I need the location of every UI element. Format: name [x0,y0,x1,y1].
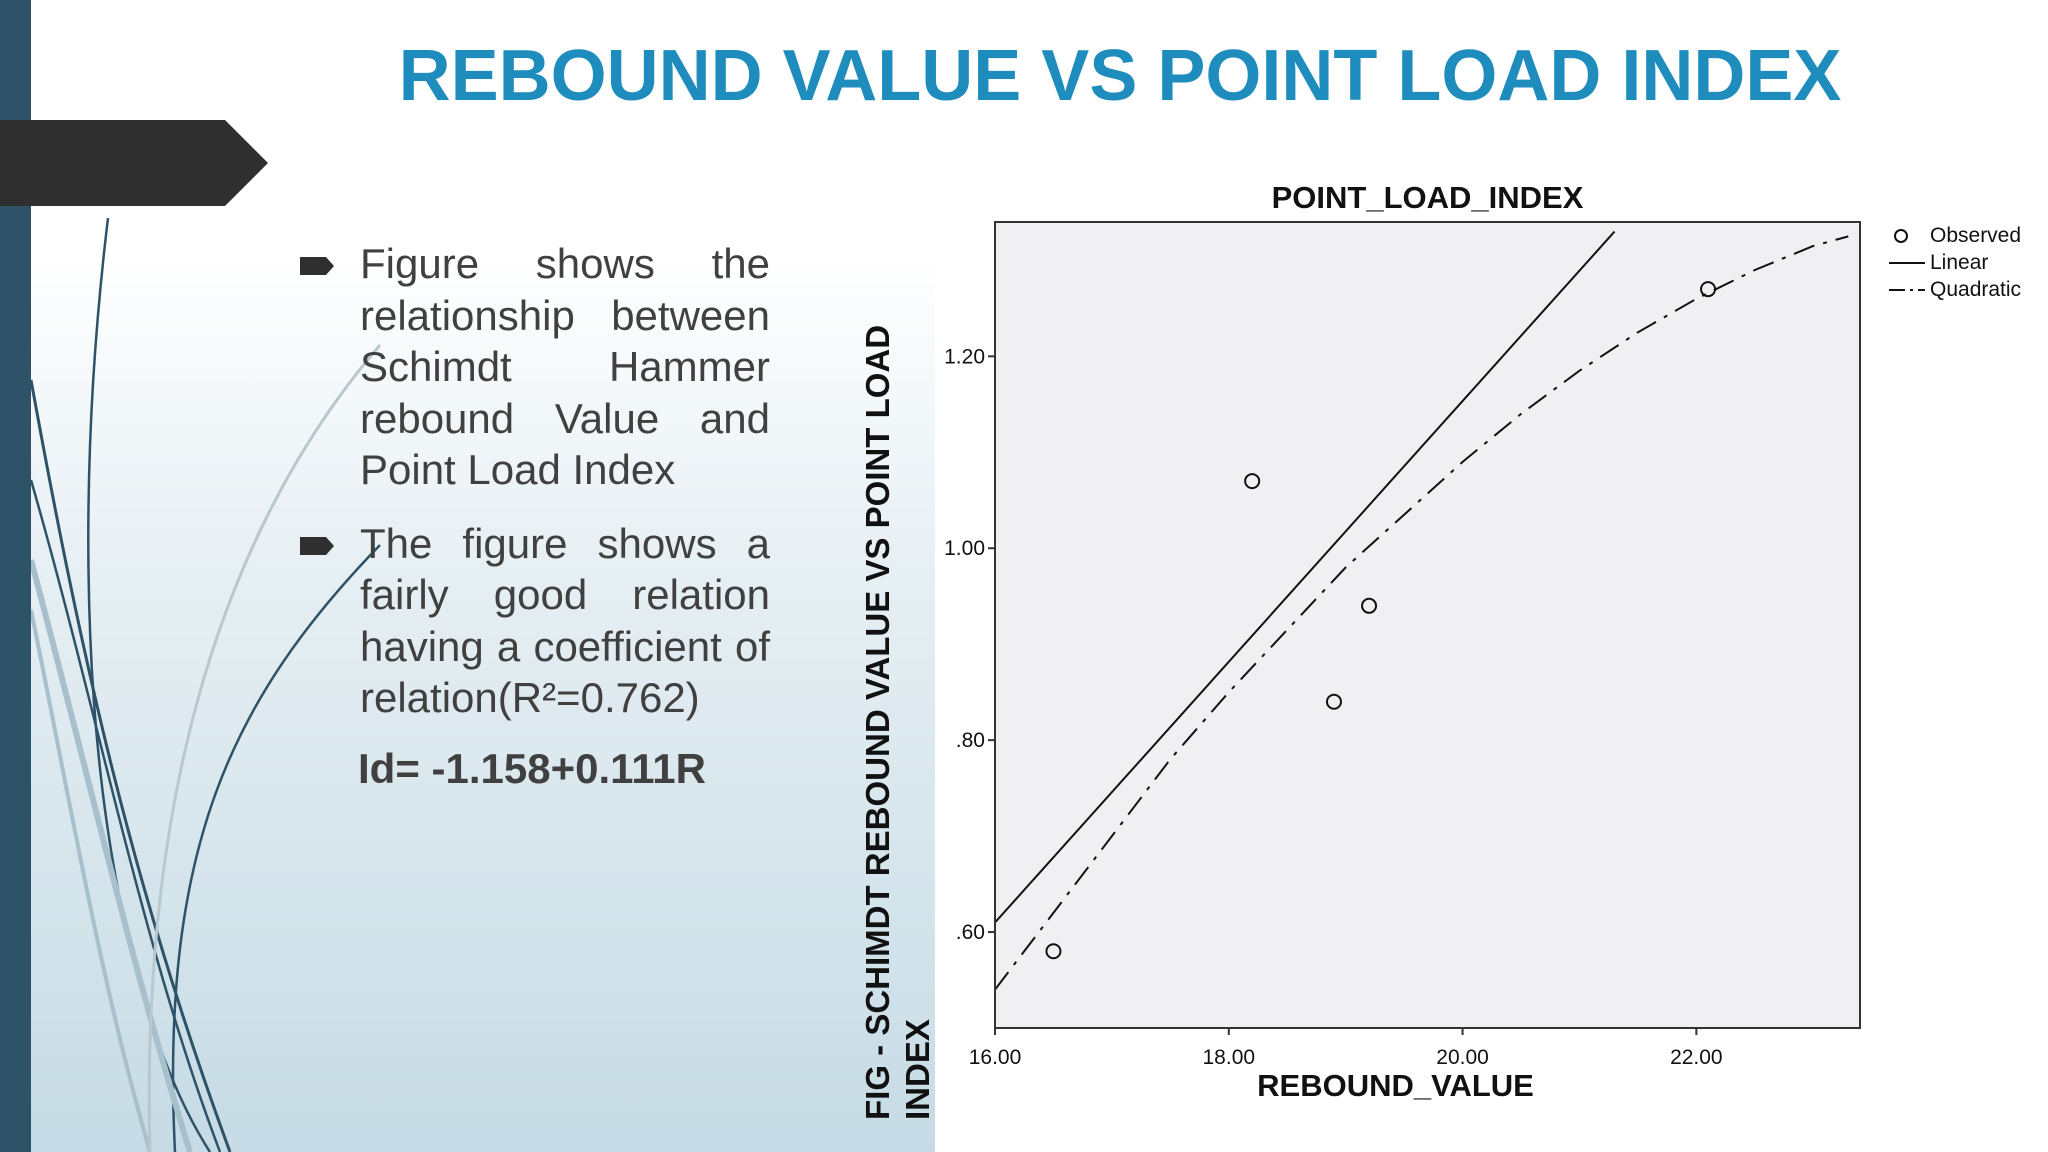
y-tick-label: 1.00 [944,537,985,561]
y-tick-label: .80 [955,729,985,753]
slide-title: REBOUND VALUE VS POINT LOAD INDEX [398,36,1842,116]
legend-line-marker [1888,253,1926,273]
arrow-bullet-icon [300,536,336,556]
legend-dashdot-marker [1888,280,1926,300]
bullet-text: Figure shows the relationship between Schimdt Hammer rebound Value and Point Load Index [360,240,770,493]
bullet-text: The figure shows a fairly good relation having a coefficient of relation(R²=0.762) [360,519,770,721]
scatter-chart [935,180,2048,1152]
bullet-item [300,238,770,496]
bullet-list [300,238,770,746]
legend-label: Quadratic [1930,277,2022,301]
x-tick-label: 18.00 [1202,1046,1256,1069]
x-axis-label: REBOUND_VALUE [1257,1068,1534,1103]
y-tick-label: 1.20 [944,345,985,369]
legend-circle-marker [1888,226,1926,246]
chart-legend [1888,222,2021,303]
plot-area [995,222,1860,1028]
legend-label: Observed [1930,223,2022,247]
figure-caption: FIG - SCHIMDT REBOUND VALUE VS POINT LOAD INDEX [859,324,936,1120]
legend-label: Linear [1930,250,1989,274]
x-tick-label: 20.00 [1436,1046,1489,1069]
legend-item-linear [1888,249,2021,276]
x-tick-label: 16.00 [968,1046,1022,1069]
x-tick-label: 22.00 [1670,1046,1723,1069]
bullet-item [300,518,770,724]
regression-equation: Id= -1.158+0.111R [358,745,706,792]
legend-item-observed [1888,222,2021,249]
chart-title: POINT_LOAD_INDEX [1271,180,1584,215]
arrow-tab-icon [0,120,270,206]
arrow-bullet-icon [300,256,336,276]
y-tick-label: .60 [955,921,985,945]
legend-item-quadratic [1888,276,2021,303]
